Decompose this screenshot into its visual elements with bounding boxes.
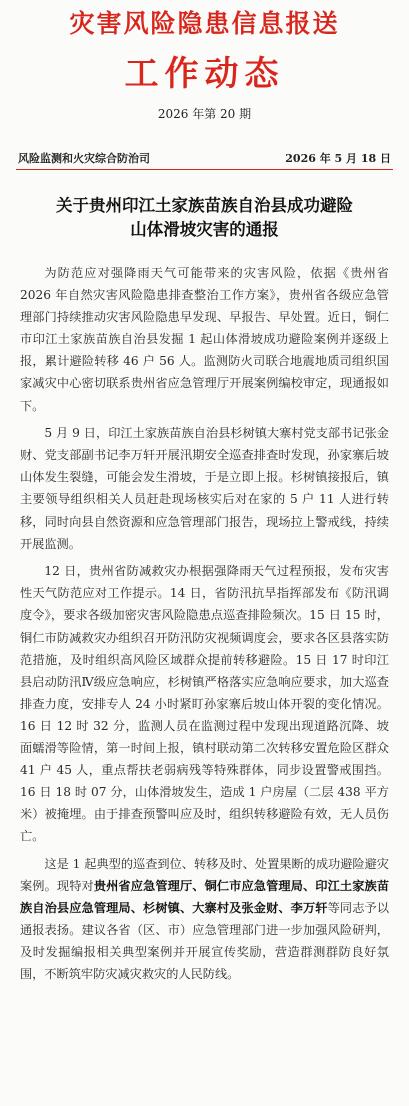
issuing-organization: 风险监测和火灾综合防治司 xyxy=(18,152,150,165)
commended-units: 贵州省应急管理厅、铜仁市应急管理局、印江土家族苗族自治县应急管理局、杉树镇、大寨村及张金财、李万轩 xyxy=(20,879,390,916)
body-paragraph xyxy=(20,853,389,986)
paragraph-text: 这是 1 起典型的巡查到位、转移及时、处置果断的成功避险避灾案例。现特对 xyxy=(20,856,389,894)
body-paragraph xyxy=(20,262,389,417)
bulletin-header-subtitle: 工作动态 xyxy=(124,54,285,94)
body-paragraph xyxy=(20,560,389,847)
issue-date: 2026 年 5 月 18 日 xyxy=(285,152,391,165)
body-paragraph xyxy=(20,422,389,555)
issue-number: 2026 年第 20 期 xyxy=(157,107,252,121)
document-title xyxy=(10,194,399,242)
paragraph-text: 等同志予以通报表扬。建议各省（区、市）应急管理部门进一步加强风险研判，及时发掘编报相关典型案例并开展宣传奖励，营造群测群防良好氛围，不断筑牢防灾减灾救灾的人民防线。 xyxy=(20,901,390,982)
document-title-line-2: 山体滑坡灾害的通报 xyxy=(130,220,279,239)
meta-row xyxy=(18,150,391,166)
paragraph-text: 5 月 9 日，印江土家族苗族自治县杉树镇大寨村党支部书记张金财、党支部副书记李万轩开展汛期安全巡查排查时发现，孙家寨后坡山体发生裂缝，可能会发生滑坡，于是立即上报。杉树镇接报后，镇主要领导组织相关人员赶赴现场核实后对在家的 5 户 11 人进行转移，同时向县自然资源和应急管理部门报告，现场拉上警戒线，持续开展监测。 xyxy=(20,426,389,551)
document-body xyxy=(20,262,389,986)
document-title-line-1: 关于贵州印江土家族苗族自治县成功避险 xyxy=(56,196,353,215)
paragraph-text: 为防范应对强降雨天气可能带来的灾害风险，依据《贵州省 2026 年自然灾害风险隐患排查整治工作方案》，贵州省各级应急管理部门持续推动灾害风险隐患早发现、早报告、早处置。近日，铜仁市印江土家族苗族自治县发掘 1 起山体滑坡成功避险案例并逐级上报，累计避险转移 46 户 56 人。监测防火司联合地震地质司组织国家减灾中心密切联系贵州省应急管理厅开展案例编校审定，现通报如下。 xyxy=(20,266,389,413)
bulletin-header-title: 灾害风险隐患信息报送 xyxy=(69,9,340,38)
header-divider xyxy=(16,169,393,170)
paragraph-text: 12 日，贵州省防减救灾办根据强降雨天气过程预报，发布灾害性天气防范应对工作提示。14 日，省防汛抗旱指挥部发布《防汛调度令》，要求各级加密灾害风险隐患点巡查排险频次。15 日 15 时，铜仁市防减救灾办组织召开防汛防灾视频调度会，要求各区县落实防范措施，及时组织高风险区域群众提前转移避险。15 日 17 时印江县启动防汛Ⅳ级应急响应，杉树镇严格落实应急响应要求，加大巡查排查力度，安排专人 24 小时紧盯孙家寨后坡山体开裂的变化情况。16 日 12 时 32 分，监测人员在监测过程中发现出现道路沉降、坡面蠕滑等险情，第一时间上报，镇村联动第二次转移安置危险区群众 41 户 45 人，重点帮扶老弱病残等特殊群体，同步设置警戒围挡。16 日 18 时 07 分，山体滑坡发生，造成 1 户房屋（二层 438 平方米）被掩埋。由于排查预警叫应及时，组织转移避险有效，无人员伤亡。 xyxy=(20,564,389,844)
